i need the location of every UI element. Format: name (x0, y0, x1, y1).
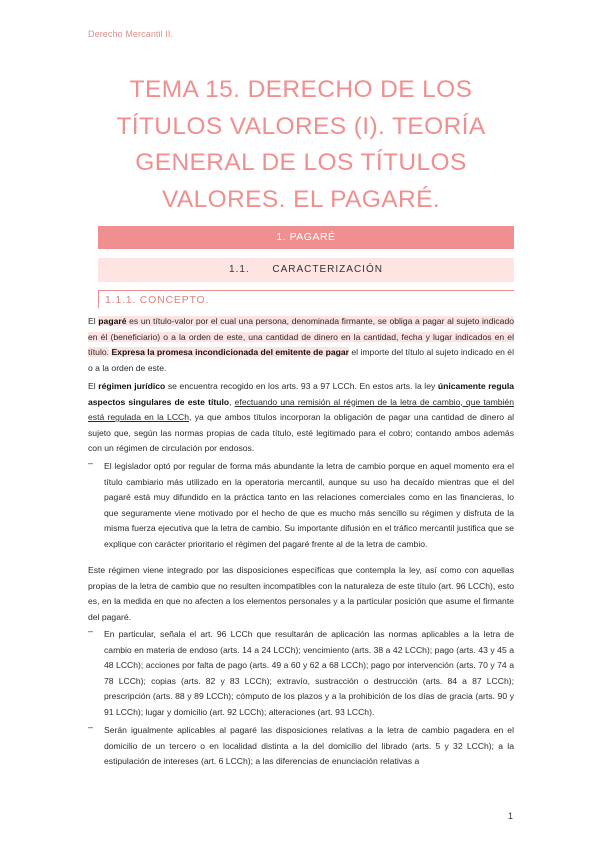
bullet-paragraph-legislador: El legislador optó por regular de forma más abundante la letra de cambio porque en aquel momento era el título cambiario más utilizado en la operatoria mercantil, aunque su uso ha decaído mientras que el del pagaré está muy difundido en la práctica tanto en las relaciones comerciales como en las financieras, lo que seguramente viene motivado por el hecho de que es mucho más sencillo su régimen y disfruta de la misma fuerza ejecutiva que la letra de cambio. Su importante difusión en el tráfico mercantil justifica que se explique con carácter prioritario el régimen del pagaré frente al de la letra de cambio. (104, 461, 514, 549)
running-header: Derecho Mercantil II. (88, 29, 174, 39)
bullet-dash: – (88, 722, 94, 732)
bold-term-pagare: pagaré (98, 316, 127, 326)
paragraph-definition (88, 314, 514, 376)
bullet-dash: – (88, 626, 94, 636)
text-run: El (88, 381, 99, 391)
page-title: TEMA 15. DERECHO DE LOS TÍTULOS VALORES (I). TEORÍA GENERAL DE LOS TÍTULOS VALORES. EL PAGARÉ. (116, 76, 486, 213)
bullet-paragraph-aplicables: Serán igualmente aplicables al pagaré las disposiciones relativas a la letra de cambio pagadera en el domicilio de un tercero o en localidad distinta a la del domicilio del librado (arts. 5 y 32 LCCh); a la estipulación de intereses (art. 6 LCCh); a las diferencias de enunciación relativas a (104, 725, 514, 766)
bold-text-singular: únicamente regula aspectos singulares de este título (88, 381, 515, 407)
paragraph-integracion: Este régimen viene integrado por las disposiciones específicas que contempla la ley, así como con aquellas propias de la letra de cambio que no resulten incompatibles con la naturaleza de este título (art. 96 LCCh), esto es, en la medida en que no afecten a los elementos personales y a la particular posición que asume el firmante del pagaré. (88, 565, 514, 622)
page-number: 1 (508, 811, 514, 821)
text-run: El (88, 316, 99, 326)
subsubsection-heading-concepto: 1.1.1. CONCEPTO. (98, 290, 514, 308)
text-run: se encuentra recogido en los arts. 93 a 97 LCCh. En estos arts. la ley (165, 381, 438, 391)
underlined-text: efectuando una remisión al régimen de la letra de cambio, que también está regulada en la LCCh (88, 396, 514, 422)
subsection-heading-caracterizacion: 1.1. CARACTERIZACIÓN (98, 258, 514, 282)
section-heading-pagare: 1. PAGARÉ (98, 226, 514, 249)
bold-highlight-promise: Expresa la promesa incondicionada del emitente de pagar (111, 347, 349, 357)
highlighted-text: es un título-valor por el cual una persona, denominada firmante, se obliga a pagar al sujeto indicado en él (beneficiario) o a la orden de este, una cantidad de dinero en la cantidad, fecha y lugar indicados en el título. (88, 316, 515, 357)
text-run: el importe del título al sujeto indicado en él o a la orden de este. (88, 347, 514, 373)
bullet-paragraph-art96: En particular, señala el art. 96 LCCh que resultarán de aplicación las normas aplicables a la letra de cambio en materia de endoso (arts. 14 a 24 LCCh); vencimiento (arts. 38 a 42 LCCh); pago (arts. 43 y 45 a 48 LCCh); acciones por falta de pago (arts. 49 a 60 y 62 a 68 LCCh); pago por intervención (arts. 70 y 74 a 78 LCCh); copias (arts. 82 y 83 LCCh); extravío, sustracción o destrucción (arts. 84 a 87 LCCh); prescripción (arts. 88 y 89 LCCh); cómputo de los plazos y a la prohibición de los días de gracia (arts. 90 y 91 LCCh); lugar y domicilio (art. 92 LCCh); alteraciones (art. 93 LCCh). (104, 629, 514, 717)
bullet-dash: – (88, 458, 94, 468)
text-run: , (229, 396, 235, 407)
bold-term-regimen: régimen jurídico (98, 381, 166, 391)
text-run: , ya que ambos títulos incorporan la obligación de pagar una cantidad de dinero al sujeto que, según las normas propias de cada título, esté legitimado para el cobro; contando ambos además con un régimen de circulación por endosos. (88, 412, 515, 453)
paragraph-regimen (88, 379, 514, 457)
